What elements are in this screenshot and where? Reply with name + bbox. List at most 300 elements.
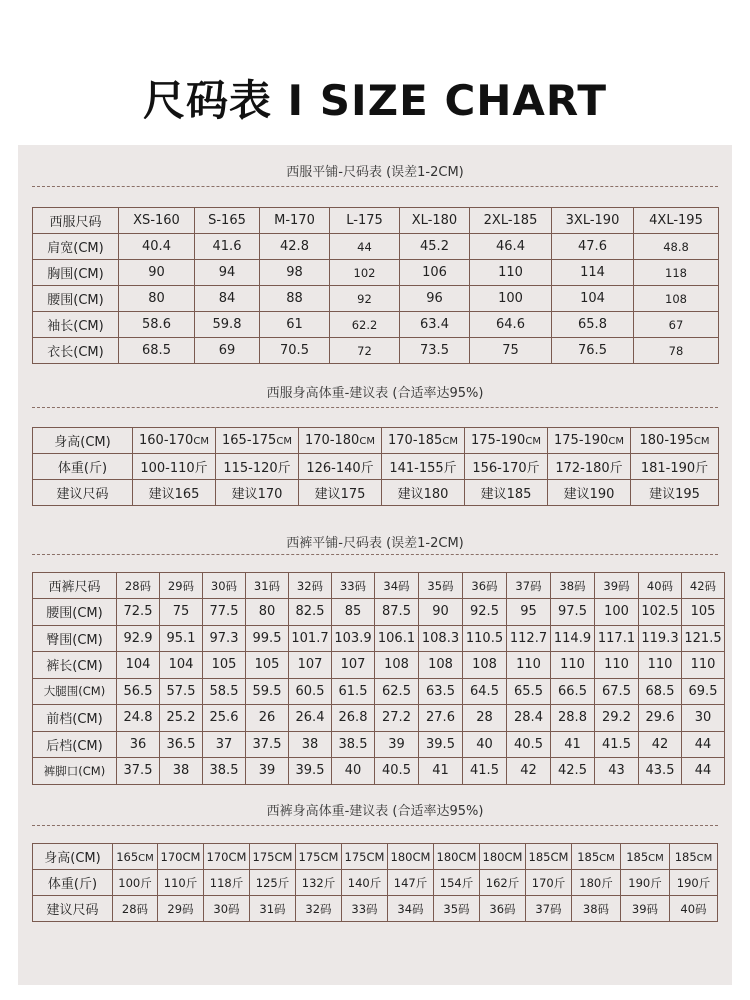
table-cell: 63.5 <box>419 678 463 705</box>
table-cell: 40码 <box>639 573 682 599</box>
table-cell: 42.8 <box>260 234 330 260</box>
height-range: 165 <box>116 849 139 864</box>
table-cell: 42码 <box>682 573 725 599</box>
table-cell: 147斤 <box>388 870 434 896</box>
height-unit: CM <box>442 436 458 447</box>
table-cell: 41.6 <box>195 234 260 260</box>
table-cell: 43 <box>595 758 639 785</box>
table-cell: 建议180 <box>382 480 465 506</box>
table-cell: 107 <box>332 652 375 679</box>
table-cell: 61.5 <box>332 678 375 705</box>
table-cell: 104 <box>552 286 634 312</box>
table-cell: 肩宽(CM) <box>33 234 119 260</box>
table-cell: 58.6 <box>119 312 195 338</box>
table-cell: 袖长(CM) <box>33 312 119 338</box>
table-cell: 36码 <box>463 573 507 599</box>
table-cell: 41 <box>419 758 463 785</box>
table-cell <box>480 844 526 870</box>
suit-size-table <box>32 207 719 364</box>
table-cell: 110 <box>507 652 551 679</box>
table-cell: 建议195 <box>631 480 719 506</box>
table-cell: 110 <box>595 652 639 679</box>
table-cell: 腰围(CM) <box>33 286 119 312</box>
table-cell: 36码 <box>480 896 526 922</box>
table-cell: 107 <box>289 652 332 679</box>
table-cell: 腰围(CM) <box>33 599 117 626</box>
table-cell: 29码 <box>158 896 204 922</box>
divider <box>32 407 718 408</box>
table-cell: 36 <box>117 731 160 758</box>
height-range: 175-190 <box>471 433 526 448</box>
table-cell: 46.4 <box>470 234 552 260</box>
table-cell: 建议185 <box>465 480 548 506</box>
height-unit: CM <box>525 436 541 447</box>
table-cell: 104 <box>160 652 203 679</box>
suit-recommend-title: 西服身高体重-建议表 (合适率达95%) <box>266 386 484 401</box>
height-range: 170-180 <box>305 433 360 448</box>
table-cell: 69.5 <box>682 678 725 705</box>
table-cell: 40.5 <box>507 731 551 758</box>
table-cell: 臀围(CM) <box>33 625 117 652</box>
table-cell: 108 <box>375 652 419 679</box>
table-cell: 33码 <box>332 573 375 599</box>
table-cell: 25.6 <box>203 705 246 732</box>
table-cell: L-175 <box>330 208 400 234</box>
height-unit: CM <box>276 436 292 447</box>
table-cell: 154斤 <box>434 870 480 896</box>
table-cell <box>158 844 204 870</box>
table-cell: 132斤 <box>296 870 342 896</box>
table-cell: 3XL-190 <box>552 208 634 234</box>
table-cell: 92.9 <box>117 625 160 652</box>
table-cell: 59.8 <box>195 312 260 338</box>
height-range: 185 <box>674 849 697 864</box>
table-cell: 37.5 <box>246 731 289 758</box>
pants-size-title: 西裤平铺-尺码表 (误差1-2CM) <box>286 536 464 551</box>
table-cell: 102.5 <box>639 599 682 626</box>
table-cell: 26 <box>246 705 289 732</box>
table-cell: 36.5 <box>160 731 203 758</box>
table-cell <box>465 428 548 454</box>
table-cell: 体重(斤) <box>33 454 133 480</box>
table-cell: 80 <box>246 599 289 626</box>
table-cell: 32码 <box>289 573 332 599</box>
table-cell: 70.5 <box>260 338 330 364</box>
table-cell <box>670 844 718 870</box>
table-cell: S-165 <box>195 208 260 234</box>
table-cell: XS-160 <box>119 208 195 234</box>
table-row <box>33 599 725 626</box>
table-cell: 56.5 <box>117 678 160 705</box>
table-cell: 38 <box>160 758 203 785</box>
table-cell: 44 <box>682 731 725 758</box>
table-cell: 29码 <box>160 573 203 599</box>
table-cell: 建议170 <box>216 480 299 506</box>
table-cell: 100斤 <box>113 870 158 896</box>
table-cell: 41 <box>551 731 595 758</box>
table-cell: 建议190 <box>548 480 631 506</box>
table-cell: 90 <box>119 260 195 286</box>
height-range: 165-175 <box>222 433 277 448</box>
table-cell: 141-155斤 <box>382 454 465 480</box>
table-cell: 118 <box>634 260 719 286</box>
table-cell: 28 <box>463 705 507 732</box>
pants-recommend-table <box>32 843 718 922</box>
height-range: 170-185 <box>388 433 443 448</box>
table-row <box>33 260 719 286</box>
table-cell: 38.5 <box>332 731 375 758</box>
divider <box>32 554 718 555</box>
table-cell: 190斤 <box>621 870 670 896</box>
table-cell: 24.8 <box>117 705 160 732</box>
table-cell: 98 <box>260 260 330 286</box>
table-cell: 61 <box>260 312 330 338</box>
table-cell: 100 <box>595 599 639 626</box>
table-cell: 41.5 <box>595 731 639 758</box>
height-unit: CM <box>608 436 624 447</box>
table-cell: 69 <box>195 338 260 364</box>
page-title: 尺码表 I SIZE CHART <box>142 76 608 125</box>
table-cell: 建议尺码 <box>33 896 113 922</box>
table-cell: 68.5 <box>639 678 682 705</box>
table-cell: 108 <box>463 652 507 679</box>
table-cell: 99.5 <box>246 625 289 652</box>
table-row <box>33 705 725 732</box>
size-chart-panel <box>18 145 732 985</box>
table-cell <box>631 428 719 454</box>
table-cell: 114 <box>552 260 634 286</box>
table-cell: 110斤 <box>158 870 204 896</box>
table-cell: 58.5 <box>203 678 246 705</box>
height-range: 185 <box>577 849 600 864</box>
table-cell: 73.5 <box>400 338 470 364</box>
table-cell: 43.5 <box>639 758 682 785</box>
table-cell: 170斤 <box>526 870 572 896</box>
table-cell: 32码 <box>296 896 342 922</box>
table-cell: 39码 <box>621 896 670 922</box>
table-cell: 88 <box>260 286 330 312</box>
table-cell: 39.5 <box>419 731 463 758</box>
table-cell: 105 <box>203 652 246 679</box>
table-row <box>33 844 718 870</box>
table-cell: 108 <box>634 286 719 312</box>
table-cell: 72 <box>330 338 400 364</box>
table-cell: 119.3 <box>639 625 682 652</box>
table-cell: 41.5 <box>463 758 507 785</box>
table-cell: 64.5 <box>463 678 507 705</box>
table-row <box>33 338 719 364</box>
table-cell: 64.6 <box>470 312 552 338</box>
table-cell: 42 <box>507 758 551 785</box>
height-range: 180CM <box>436 849 477 864</box>
height-unit: CM <box>693 436 710 447</box>
table-cell: 37码 <box>507 573 551 599</box>
table-cell: 29.2 <box>595 705 639 732</box>
table-row <box>33 678 725 705</box>
height-unit: CM <box>648 852 664 864</box>
table-cell: 92 <box>330 286 400 312</box>
table-cell: 38码 <box>551 573 595 599</box>
height-range: 185CM <box>528 849 569 864</box>
table-cell: 39码 <box>595 573 639 599</box>
table-cell: 76.5 <box>552 338 634 364</box>
table-cell: 181-190斤 <box>631 454 719 480</box>
table-cell: 68.5 <box>119 338 195 364</box>
table-cell: 100 <box>470 286 552 312</box>
table-cell: 31码 <box>250 896 296 922</box>
table-row <box>33 454 719 480</box>
table-cell: 103.9 <box>332 625 375 652</box>
table-cell: 裤长(CM) <box>33 652 117 679</box>
table-cell: 39 <box>375 731 419 758</box>
table-cell: 30 <box>682 705 725 732</box>
table-cell: 28码 <box>113 896 158 922</box>
divider <box>32 186 718 187</box>
table-cell: 40 <box>332 758 375 785</box>
table-cell: 34码 <box>375 573 419 599</box>
table-row <box>33 286 719 312</box>
table-cell: 体重(斤) <box>33 870 113 896</box>
table-row <box>33 208 719 234</box>
table-cell: 42.5 <box>551 758 595 785</box>
table-cell <box>434 844 480 870</box>
table-cell: 40.4 <box>119 234 195 260</box>
table-cell <box>250 844 296 870</box>
table-cell: 94 <box>195 260 260 286</box>
table-cell: 27.2 <box>375 705 419 732</box>
table-cell <box>216 428 299 454</box>
suit-recommend-table <box>32 427 719 506</box>
table-cell: 117.1 <box>595 625 639 652</box>
table-cell: 110.5 <box>463 625 507 652</box>
table-row <box>33 625 725 652</box>
table-row <box>33 312 719 338</box>
table-cell: 4XL-195 <box>634 208 719 234</box>
table-row <box>33 652 725 679</box>
table-cell: 60.5 <box>289 678 332 705</box>
table-cell: 身高(CM) <box>33 844 113 870</box>
table-cell: 87.5 <box>375 599 419 626</box>
table-cell: 40码 <box>670 896 718 922</box>
table-cell: 172-180斤 <box>548 454 631 480</box>
height-range: 175CM <box>298 849 339 864</box>
table-cell: 建议175 <box>299 480 382 506</box>
table-cell <box>133 428 216 454</box>
table-cell: 30码 <box>203 573 246 599</box>
pants-recommend-title: 西裤身高体重-建议表 (合适率达95%) <box>266 804 484 819</box>
height-range: 175CM <box>252 849 293 864</box>
table-cell: 28码 <box>117 573 160 599</box>
table-row <box>33 896 718 922</box>
table-cell: 108 <box>419 652 463 679</box>
table-cell: 162斤 <box>480 870 526 896</box>
table-cell: 84 <box>195 286 260 312</box>
table-cell: 66.5 <box>551 678 595 705</box>
table-cell: 121.5 <box>682 625 725 652</box>
height-range: 175-190 <box>554 433 609 448</box>
table-cell: 97.5 <box>551 599 595 626</box>
table-cell: 97.3 <box>203 625 246 652</box>
table-cell: 48.8 <box>634 234 719 260</box>
table-cell: 65.5 <box>507 678 551 705</box>
table-row <box>33 428 719 454</box>
table-row <box>33 234 719 260</box>
table-cell: 59.5 <box>246 678 289 705</box>
table-cell: 44 <box>330 234 400 260</box>
table-cell: 108.3 <box>419 625 463 652</box>
table-cell: 47.6 <box>552 234 634 260</box>
table-cell: 105 <box>246 652 289 679</box>
table-cell: 衣长(CM) <box>33 338 119 364</box>
table-cell: 104 <box>117 652 160 679</box>
table-cell: 95.1 <box>160 625 203 652</box>
table-cell: 63.4 <box>400 312 470 338</box>
table-cell: 75 <box>470 338 552 364</box>
table-cell: 85 <box>332 599 375 626</box>
table-cell: 26.4 <box>289 705 332 732</box>
table-cell: 72.5 <box>117 599 160 626</box>
table-cell: 57.5 <box>160 678 203 705</box>
table-cell: 2XL-185 <box>470 208 552 234</box>
height-unit: CM <box>193 436 209 447</box>
table-cell: 34码 <box>388 896 434 922</box>
table-cell: 身高(CM) <box>33 428 133 454</box>
table-cell: 100-110斤 <box>133 454 216 480</box>
table-cell: 156-170斤 <box>465 454 548 480</box>
table-cell: 39 <box>246 758 289 785</box>
table-cell: 190斤 <box>670 870 718 896</box>
table-cell: 65.8 <box>552 312 634 338</box>
table-cell: 33码 <box>342 896 388 922</box>
pants-size-table <box>32 572 725 785</box>
table-cell: 42 <box>639 731 682 758</box>
table-cell: 67.5 <box>595 678 639 705</box>
height-unit: CM <box>696 852 713 864</box>
height-range: 180-195 <box>639 433 694 448</box>
table-cell: 45.2 <box>400 234 470 260</box>
table-cell: 30码 <box>204 896 250 922</box>
table-cell: 35码 <box>434 896 480 922</box>
table-cell: 大腿围(CM) <box>33 678 117 705</box>
table-cell: 裤脚口(CM) <box>33 758 117 785</box>
table-cell: 90 <box>419 599 463 626</box>
table-row <box>33 758 725 785</box>
table-cell: 75 <box>160 599 203 626</box>
table-row <box>33 870 718 896</box>
height-range: 180CM <box>482 849 523 864</box>
table-cell: 110 <box>551 652 595 679</box>
height-unit: CM <box>359 436 375 447</box>
table-cell: 西裤尺码 <box>33 573 117 599</box>
table-row <box>33 731 725 758</box>
table-cell <box>548 428 631 454</box>
table-cell: 126-140斤 <box>299 454 382 480</box>
table-cell: 110 <box>470 260 552 286</box>
table-cell: 35码 <box>419 573 463 599</box>
table-row <box>33 573 725 599</box>
table-cell: 110 <box>639 652 682 679</box>
height-range: 175CM <box>344 849 385 864</box>
table-cell: 40 <box>463 731 507 758</box>
table-cell: 62.2 <box>330 312 400 338</box>
table-cell <box>296 844 342 870</box>
table-cell: 37.5 <box>117 758 160 785</box>
table-cell: 118斤 <box>204 870 250 896</box>
table-cell: 37码 <box>526 896 572 922</box>
table-cell <box>204 844 250 870</box>
table-cell: 建议尺码 <box>33 480 133 506</box>
table-cell: 胸围(CM) <box>33 260 119 286</box>
table-cell: 112.7 <box>507 625 551 652</box>
table-cell: 114.9 <box>551 625 595 652</box>
divider <box>32 825 718 826</box>
table-cell: 110 <box>682 652 725 679</box>
table-cell: 西服尺码 <box>33 208 119 234</box>
table-cell: 38 <box>289 731 332 758</box>
table-row <box>33 480 719 506</box>
height-range: 170CM <box>206 849 247 864</box>
table-cell: 28.8 <box>551 705 595 732</box>
table-cell: 建议165 <box>133 480 216 506</box>
table-cell: 82.5 <box>289 599 332 626</box>
table-cell: 67 <box>634 312 719 338</box>
table-cell: 96 <box>400 286 470 312</box>
table-cell: 180斤 <box>572 870 621 896</box>
table-cell <box>526 844 572 870</box>
table-cell: 26.8 <box>332 705 375 732</box>
table-cell <box>388 844 434 870</box>
height-unit: CM <box>599 852 615 864</box>
table-cell: 140斤 <box>342 870 388 896</box>
table-cell: 前档(CM) <box>33 705 117 732</box>
height-unit: CM <box>138 852 154 864</box>
height-range: 185 <box>626 849 649 864</box>
table-cell: 39.5 <box>289 758 332 785</box>
table-cell: 25.2 <box>160 705 203 732</box>
table-cell: XL-180 <box>400 208 470 234</box>
table-cell: 115-120斤 <box>216 454 299 480</box>
table-cell: 106 <box>400 260 470 286</box>
table-cell <box>621 844 670 870</box>
table-cell: 78 <box>634 338 719 364</box>
table-cell: 28.4 <box>507 705 551 732</box>
table-cell <box>299 428 382 454</box>
table-cell: 40.5 <box>375 758 419 785</box>
table-cell <box>572 844 621 870</box>
table-cell: 102 <box>330 260 400 286</box>
table-cell: 27.6 <box>419 705 463 732</box>
table-cell: 38码 <box>572 896 621 922</box>
table-cell: 77.5 <box>203 599 246 626</box>
height-range: 160-170 <box>139 433 194 448</box>
height-range: 170CM <box>160 849 201 864</box>
table-cell: 62.5 <box>375 678 419 705</box>
table-cell: 106.1 <box>375 625 419 652</box>
table-cell: 37 <box>203 731 246 758</box>
suit-size-title: 西服平铺-尺码表 (误差1-2CM) <box>286 165 464 180</box>
table-cell: 38.5 <box>203 758 246 785</box>
table-cell <box>113 844 158 870</box>
table-cell: 105 <box>682 599 725 626</box>
height-range: 180CM <box>390 849 431 864</box>
table-cell <box>382 428 465 454</box>
table-cell: M-170 <box>260 208 330 234</box>
table-cell: 95 <box>507 599 551 626</box>
table-cell: 31码 <box>246 573 289 599</box>
table-cell <box>342 844 388 870</box>
table-cell: 101.7 <box>289 625 332 652</box>
table-cell: 125斤 <box>250 870 296 896</box>
